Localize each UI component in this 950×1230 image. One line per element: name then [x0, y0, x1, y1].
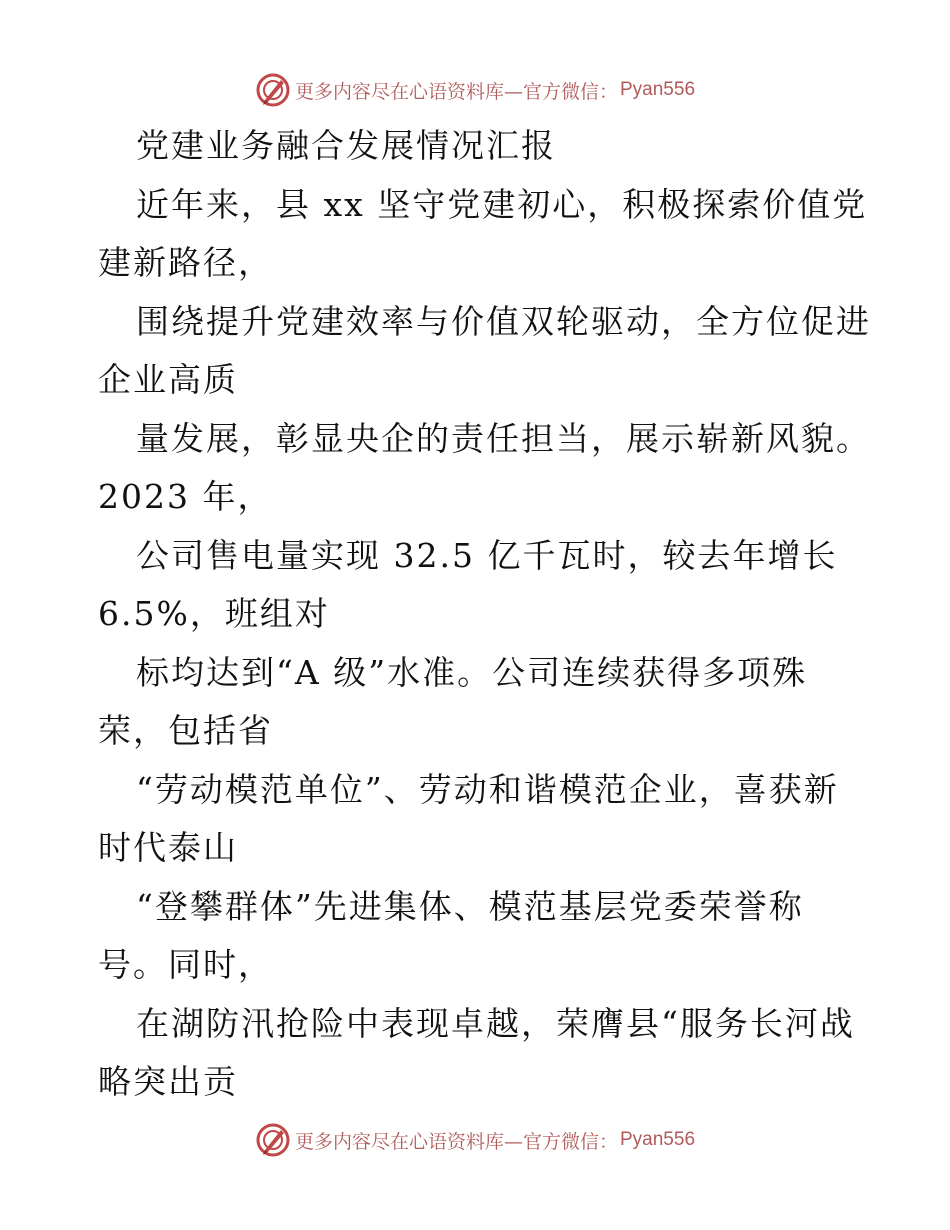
text-line: 公司售电量实现 32.5 亿千瓦时，较去年增长 — [136, 535, 838, 575]
text-line: “劳动模范单位”、劳动和谐模范企业，喜获新 — [136, 769, 839, 809]
text-line: “登攀群体”先进集体、模范基层党委荣誉称 — [136, 886, 804, 926]
text-line: 围绕提升党建效率与价值双轮驱动，全方位促进 — [136, 301, 871, 341]
pen-logo-icon — [255, 72, 291, 108]
text-line: 荣，包括省 — [98, 711, 273, 750]
pen-logo-icon — [255, 1122, 291, 1158]
text-line: 时代泰山 — [98, 828, 238, 867]
text-line: 标均达到“A 级”水准。公司连续获得多项殊 — [136, 652, 808, 692]
text-line: 号。同时， — [98, 945, 273, 984]
watermark-wechat-id: Pyan556 — [620, 79, 696, 100]
watermark-header — [0, 70, 950, 110]
text-line: 2023 年， — [98, 477, 273, 516]
watermark-text: 更多内容尽在心语资料库—官方微信： — [294, 1130, 618, 1153]
text-line: 党建业务融合发展情况汇报 — [136, 126, 556, 165]
watermark-footer — [0, 1120, 950, 1160]
watermark-text: 更多内容尽在心语资料库—官方微信： — [294, 80, 618, 103]
text-line: 在湖防汛抢险中表现卓越，荣膺县“服务长河战 — [136, 1003, 855, 1043]
text-line: 近年来，县 xx 坚守党建初心，积极探索价值党 — [136, 184, 868, 224]
watermark-wechat-id: Pyan556 — [620, 1129, 696, 1150]
text-line: 量发展，彰显央企的责任担当，展示崭新风貌。 — [136, 418, 871, 458]
text-line: 6.5%，班组对 — [98, 594, 330, 633]
text-line: 略突出贡 — [98, 1062, 238, 1101]
text-line: 企业高质 — [98, 360, 238, 399]
text-line: 建新路径， — [98, 243, 273, 282]
document-body — [98, 117, 871, 1112]
